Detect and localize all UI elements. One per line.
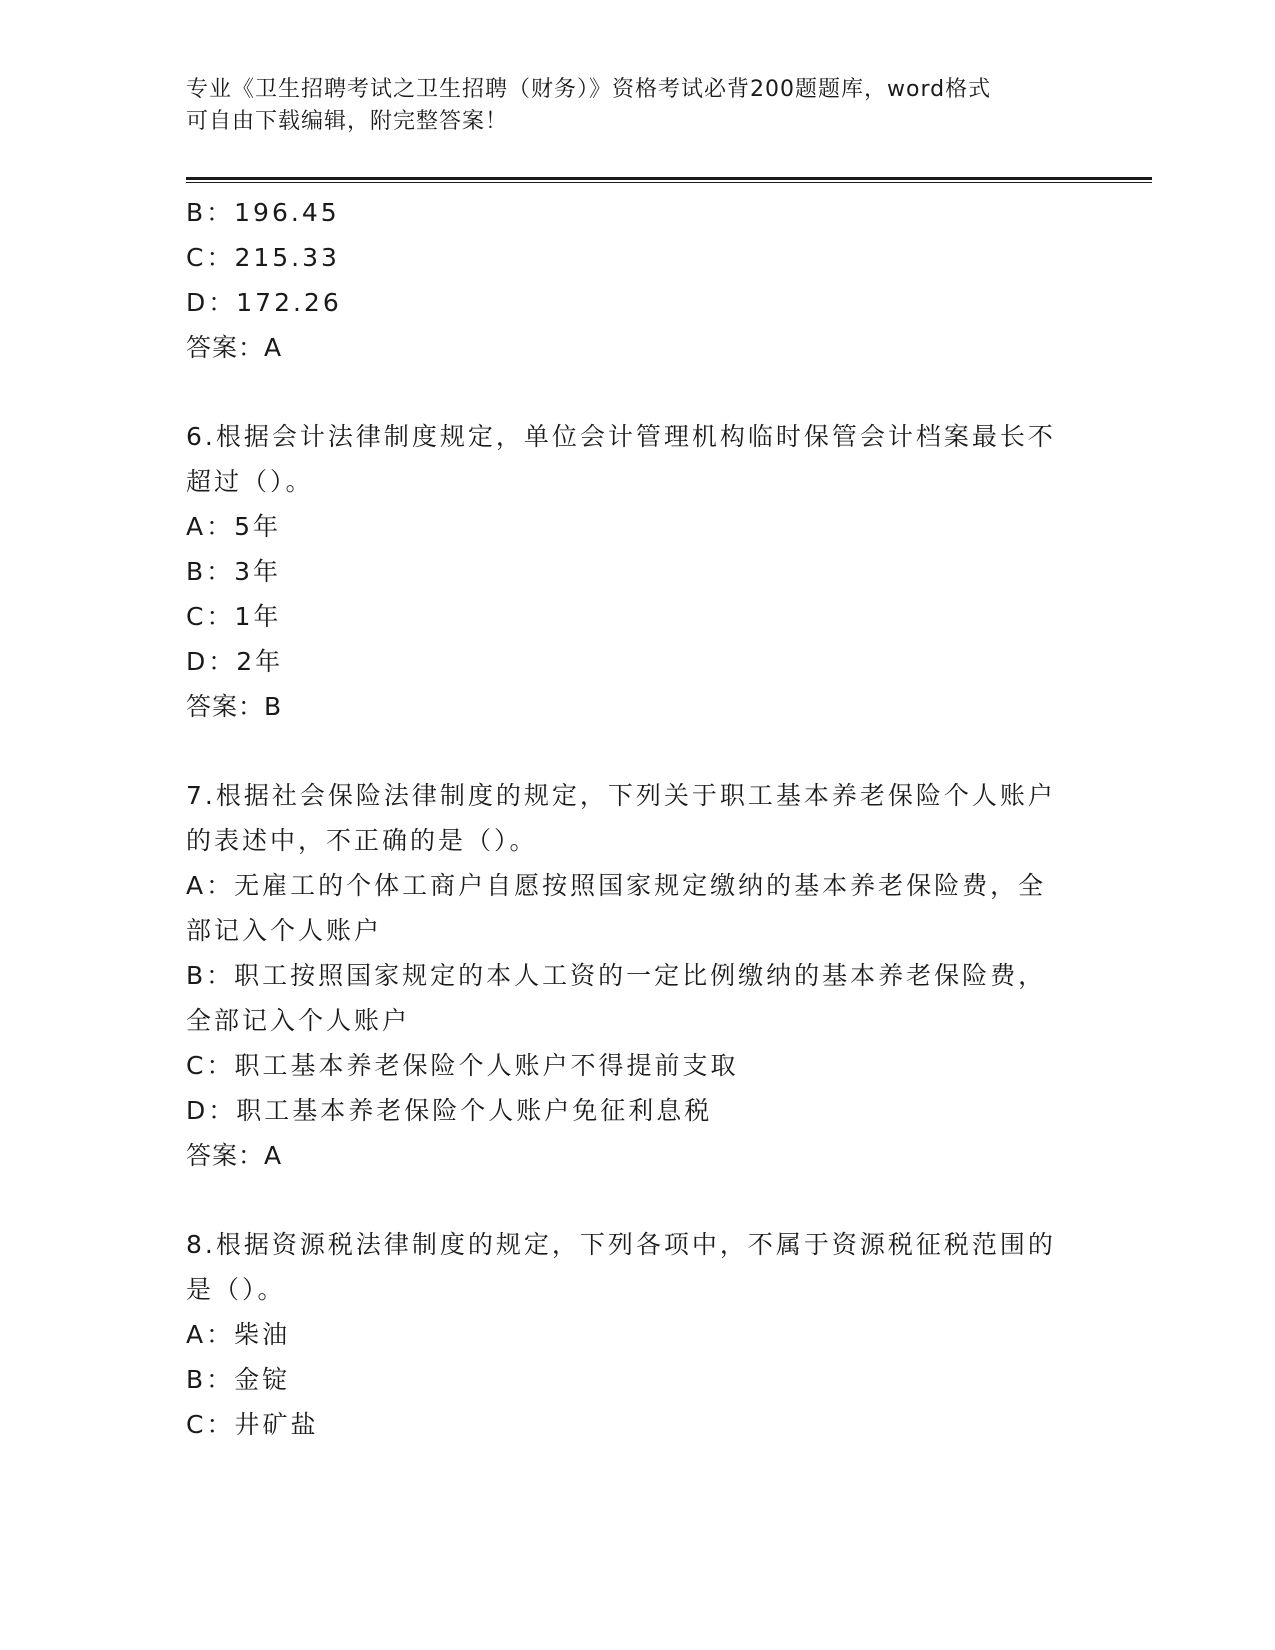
option-d: D：172.26 <box>186 288 342 317</box>
option-c: C：215.33 <box>186 243 340 272</box>
question-5 <box>186 190 1086 370</box>
option-a: A：柴油 <box>186 1320 291 1349</box>
answer-line: 答案：A <box>186 1141 283 1170</box>
option-c: C：职工基本养老保险个人账户不得提前支取 <box>186 1051 739 1080</box>
header-divider-thick <box>186 177 1152 180</box>
option-b: B：职工按照国家规定的本人工资的一定比例缴纳的基本养老保险费，全部记入个人账户 <box>186 961 1047 1035</box>
option-c: C：井矿盐 <box>186 1410 319 1439</box>
document-header <box>186 74 1066 138</box>
question-7 <box>186 773 1086 1178</box>
answer-line: 答案：A <box>186 333 283 362</box>
question-list <box>186 190 1086 1447</box>
answer-line: 答案：B <box>186 692 283 721</box>
question-text: 8.根据资源税法律制度的规定，下列各项中，不属于资源税征税范围的是（）。 <box>186 1230 1056 1304</box>
question-6 <box>186 414 1086 729</box>
option-d: D：职工基本养老保险个人账户免征利息税 <box>186 1096 713 1125</box>
question-text: 7.根据社会保险法律制度的规定，下列关于职工基本养老保险个人账户的表述中，不正确的是（）。 <box>186 781 1056 855</box>
question-8 <box>186 1222 1086 1447</box>
option-b: B：金锭 <box>186 1365 291 1394</box>
question-text: 6.根据会计法律制度规定，单位会计管理机构临时保管会计档案最长不超过（）。 <box>186 422 1056 496</box>
option-c: C：1年 <box>186 602 282 631</box>
header-line-2: 可自由下载编辑，附完整答案！ <box>186 109 509 134</box>
option-a: A：无雇工的个体工商户自愿按照国家规定缴纳的基本养老保险费，全部记入个人账户 <box>186 871 1047 945</box>
option-b: B：196.45 <box>186 198 340 227</box>
header-line-1: 专业《卫生招聘考试之卫生招聘（财务）》资格考试必背200题题库，word格式 <box>186 77 992 102</box>
option-a: A：5年 <box>186 512 282 541</box>
option-b: B：3年 <box>186 557 282 586</box>
option-d: D：2年 <box>186 647 284 676</box>
header-divider-thin <box>186 182 1152 183</box>
